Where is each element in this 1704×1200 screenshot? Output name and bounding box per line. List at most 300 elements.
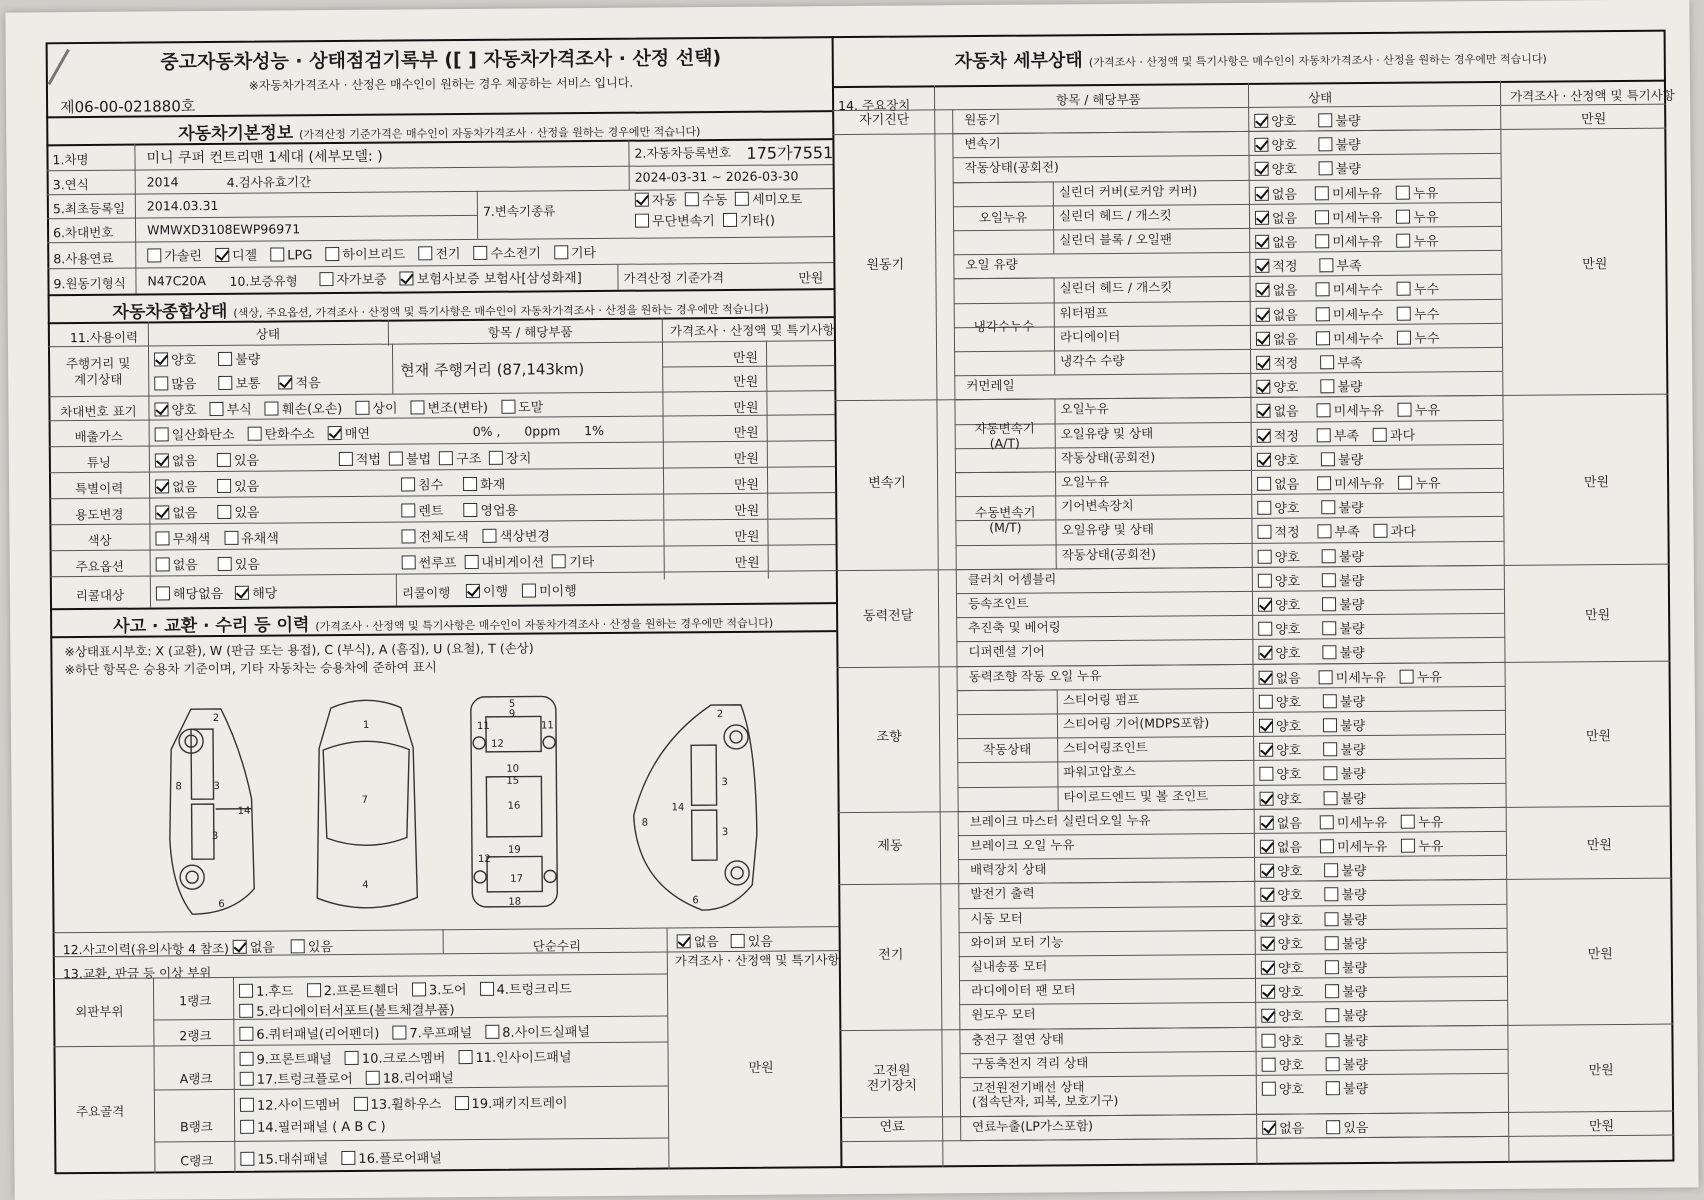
simple-repair-label: 단순수리 [532,938,582,954]
h-main-device: 14. 주요장치 [838,97,911,114]
detail-state [1257,472,1455,493]
detail-item: 충전구 절연 상태 [971,1030,1064,1047]
state-option[interactable]: 미세누수 [1316,328,1383,348]
rankC-label: C랭크 [180,1153,214,1169]
detail-state [1256,303,1454,324]
accident-yes[interactable]: 있음 [291,936,333,955]
detail-state [1256,400,1454,421]
device-group-label: 자기진단 [859,112,910,129]
svg-text:3: 3 [721,776,728,789]
recall-done-label: 리콜이행 [401,585,451,601]
state-option[interactable]: 부족 [1320,352,1362,371]
price-unit: 만원 [1587,947,1613,963]
detail-item: 연료누출(LP가스포함) [972,1117,1094,1134]
state-option[interactable]: 누유 [1400,666,1442,685]
state-option[interactable]: 미세누유 [1317,400,1384,420]
detail-item: 스티어링조인트 [1063,739,1148,756]
state-option[interactable]: 양호 [1260,861,1302,880]
state-option[interactable]: 불량 [1318,134,1360,153]
svg-text:14: 14 [237,805,251,817]
detail-state [1261,933,1389,953]
state-option[interactable]: 불량 [1322,594,1364,613]
detail-item: 기어변속장치 [1061,497,1134,514]
state-option[interactable]: 불량 [1325,1005,1367,1024]
state-option[interactable]: 양호 [1259,788,1301,807]
svg-text:3: 3 [213,780,220,793]
detail-heading: 자동차 세부상태 [954,50,1083,73]
detail-state [1258,545,1386,565]
state-option[interactable]: 적정 [1255,256,1297,275]
state-option[interactable]: 불량 [1320,376,1362,395]
state-option[interactable]: 양호 [1258,546,1300,565]
detail-state [1259,691,1387,711]
detail-state [1255,206,1453,227]
value-reg-no: 175가7551 [746,143,834,163]
svg-text:8: 8 [175,781,182,793]
state-option[interactable]: 불량 [1322,570,1364,589]
svg-text:17: 17 [510,873,523,885]
detail-item: 커먼레일 [966,377,1015,394]
svg-text:9: 9 [508,708,516,720]
rankB-label: B랭크 [180,1119,213,1135]
detail-item: 배력장치 상태 [970,861,1047,878]
price-unit: 만원 [1584,608,1611,624]
state-option[interactable]: 양호 [1262,1054,1304,1073]
inspection-record-sheet: 중고자동차성능 · 상태점검기록부 ([ ] 자동차가격조사 · 산정 선택) ※자동차가격조사 · 산정은 매수인이 원하는 경우 제공하는 서비스 입니다. 제06-00-021880호 자동차기본정보 (가격산정 기준가격은 매수인이 자동차가격조사 · 산정을 원하는 경우에만 적습니다) 1.차명 미니 쿠퍼 컨트리맨 1세대 (세부모델: ) 2.자동차등록번호 175가7551 3.연식 2014 4.검사유효기간 2024-03-31 ~ 2026-03-30 5.최초등록일 2014.03.31 7.변속기종류 자동 수동 세미오토 무단변속기 기타() 6.차대번호 WMWXD3108EWP96971 8.사용연료 가솔린 디젤 LPG 하이브리드 전기 수소전기 기타 9.원동기형식 N47C20A 10.보증유형 자가보증 보험사보증 보험사[삼성화재] 가격산정 기준가격 만원 자동차종합상태 (색상, 주요옵션, 가격조사 · 산정액 및 특기사항은 매수인이 자동차가격조사 · 산정을 원하는 경우에만 적습니다) 11.사용이력 상태 항목 / 해당부품 가격조사 · 산정액 및 특기사항 주행거리 및 계기상태 양호 불량 많음 보통 적음 현재 주행거리 (87,143km) 만원 만원 차대번호 표기 양호 부식 훼손(오손) 상이 변조(변타) 도말 만원 배출가스 일산화탄소 탄화수소 매연 0% , 0ppm 1% 만원 튜닝 없음 있음 적법 불법 구조 장치 만원 특별이력 없음 있음 침수 화재 만원 용도변경 없음 있음 렌트 영업용 만원 색상 무채색 유채색 전체도색 색상변경 만원 주요옵션 없음 있음 썬루프 내비게이션 기타 만원 리콜대상 해당없음 해당 리콜이행 이행 미이행 사고 · 교환 · 수리 등 이력 (가격조사 · 산정액 및 특기사항은 매수인이 자동차가격조사 · 산정을 원하는 경우에만 적습니다) ※상태표시부호: X (교환), W (판금 또는 용접), C (부식), A (흠집), U (요철), T (손상) ※하단 항목은 승용차 기준이며, 기타 자동차는 승용차에 준하여 표시 2 3 3 8 14 6 1 7 4 5 9 10 15 16 19 17 18 11 12 12 11 2 3 3 14 6 8 12.사고이력(유의사항 4 참조) 없음 있음 단순수리 없음 있음 13.교환, 판금 등 이상 부위 가격조사 · 산정액 및 특기사항 외판부위 주요골격 1랭크 1.후드 2.프론트휀더 3.도어 4.트렁크리드 5.라디에이터서포트(볼트체결부품) 2랭크 6.쿼터패널(리어펜더) 7.루프패널 8.사이드실패널 A랭크 9.프론트패널 10.크로스멤버 11.인사이드패널 17.트렁크플로어 18.리어패널 B랭크 12.사이드멤버 13.휠하우스 19.패키지트레이 14.필러패널 ( A B C ) C랭크 15.대쉬패널 16.플로어패널 만원 자동차 세부상태 (가격조사 · 산정액 및 특기사항은 매수인이 자동차가격조사 · 산정을 원하는 경우에만 적습니다) 14. 주요장치 항목 / 해당부품 상태 가격조사 · 산정액 및 특기사항 원동기 양호 불량 변속기 양호 불량 작동상태(공회전) 양호 불량 실린더 커버(로커암 커버) 없음 미세누유 누유 실린더 헤드 / 개스킷 없음 미세누유 누유 실린더 블록 / 오일팬 없음 미세누유 누유 오일 유량 적정 부족 실린더 헤드 / 개스킷 없음 미세누수 누수 워터펌프 없음 미세누수 누수 라디에이터 없음 미세누수 누수 냉각수 수량 적정 부족 커먼레일 양호 불량 오일누유 없음 미세누유 누유 오일유량 및 상태 적정 부족 과다 작동상태(공회전) 양호 불량 오일누유 없음 미세누유 누유 기어변속장치 양호 불량 오일유량 및 상태 적정 부족 과다 작동상태(공회전) 양호 불량 클러치 어셈블리 양호 불량 등속조인트 양호 불량 추진축 및 베어링 양호 불량 디퍼렌셜 기어 양호 불량 동력조향 작동 오일 누유 없음 미세누유 누유 스티어링 펌프 양호 불량 스티어링 기어(MDPS포함) 양호 불량 스티어링조인트 양호 불량 파워고압호스 양호 불량 타이로드엔드 및 볼 조인트 양호 불량 브레이크 마스터 실린더오일 누유 없음 미세누유 누유 브레이크 오일 누유 없음 미세누유 누유 배력장치 상태 양호 불량 발전기 출력 양호 불량 시동 모터 양호 불량 와이퍼 모터 기능 양호 불량 실내송풍 모터 양호 불량 라디에이터 팬 모터 양호 불량 윈도우 모터 양호 불량 충전구 절연 상태 양호 불량 구동축전지 격리 상태 양호 불량 고전원전기배선 상태 (접속단자, 피복, 보호기구) 양호 불량 연료누출(LP가스포함) 없음 있음 자기진단 만원 원동기 만원 변속기 만원 동력전달 만원 조향 만원 제동 만원 전기 만원 고전원 전기장치 만원 연료 만원 오일누유 냉각수누수 자동변속기 (A/T) 수동변속기 (M/T) 작동상태 [5,0,1698,1200]
state-option[interactable]: 불량 [1324,884,1366,903]
detail-state [1254,134,1382,154]
label-vin: 6.차대번호 [53,224,114,241]
state-option[interactable]: 미세누유 [1320,812,1387,832]
svg-text:12: 12 [491,738,504,750]
detail-state [1257,497,1385,517]
state-option[interactable]: 없음 [1255,231,1297,250]
detail-item: 실내송풍 모터 [970,958,1048,975]
sub-group-label: 냉각수누수 [973,318,1035,334]
state-option[interactable]: 불량 [1325,933,1367,952]
accident-heading: 사고 · 교환 · 수리 등 이력 [113,615,310,637]
state-option[interactable]: 불량 [1323,715,1365,734]
detail-rows [5,0,1689,13]
detail-item: 실린더 블록 / 오일팬 [1059,231,1172,248]
detail-state [1255,182,1453,203]
state-option[interactable]: 양호 [1260,909,1302,928]
state-option[interactable]: 양호 [1261,982,1303,1001]
detail-item: 추진축 및 베어링 [968,619,1061,636]
detail-state [1260,860,1388,880]
state-option[interactable]: 누유 [1396,206,1438,225]
svg-text:11: 11 [476,720,490,732]
sub-group-label: 작동상태 [982,741,1032,758]
state-option[interactable]: 불량 [1324,860,1366,879]
symbol-note: ※상태표시부호: X (교환), W (판금 또는 용접), C (부식), A (흠집), U (요철), T (손상) [64,640,534,660]
detail-item: 윈도우 모터 [971,1006,1036,1023]
detail-item: 스티어링 기어(MDPS포함) [1062,715,1210,732]
h-item: 항목 / 해당부품 [487,324,573,340]
state-option[interactable]: 없음 [1256,280,1298,299]
device-group-label: 동력전달 [862,608,914,625]
svg-text:7: 7 [361,794,368,806]
state-option[interactable]: 양호 [1259,691,1301,710]
state-option[interactable]: 양호 [1258,570,1300,589]
row-tuning-label: 튜닝 [86,454,112,471]
row-recall-label: 리콜대상 [75,587,125,604]
basic-heading: 자동차기본정보 [178,123,294,145]
device-group-label: 원동기 [866,257,905,274]
detail-item: 디퍼렌셜 기어 [968,643,1045,660]
detail-state [1256,279,1454,300]
state-option[interactable]: 누유 [1398,400,1440,419]
car-left-side-view [169,709,255,915]
opt-manual[interactable]: 수동 [685,190,727,211]
state-option[interactable]: 없음 [1256,304,1298,323]
accident-none[interactable]: 없음 [233,937,275,956]
detail-item: 시동 모터 [970,910,1023,926]
state-option[interactable]: 양호 [1261,1030,1303,1049]
label-warranty: 10.보증유형 [229,273,298,289]
title-note: ※자동차가격조사 · 산정은 매수인이 원하는 경우 제공하는 서비스 입니다. [248,75,634,93]
state-option[interactable]: 양호 [1261,1006,1303,1025]
warranty-self[interactable]: 자가보증 [319,269,386,289]
state-option[interactable]: 미세누유 [1319,666,1386,686]
detail-item: 작동상태(공회전) [1060,449,1156,466]
state-option[interactable]: 적정 [1257,425,1299,444]
h-detail-item: 항목 / 해당부품 [1056,91,1141,108]
state-option[interactable]: 없음 [1260,812,1302,831]
detail-state [1262,1078,1390,1098]
opt-other[interactable]: 기타() [723,211,775,232]
state-option[interactable]: 양호 [1255,159,1297,178]
state-option[interactable]: 적정 [1256,352,1298,371]
label-car-name: 1.차명 [52,151,89,168]
detail-state [1256,352,1384,372]
fuel-gasoline[interactable]: 가솔린 [147,245,202,264]
detail-state [1262,1117,1390,1137]
state-option[interactable]: 부족 [1318,521,1360,540]
detail-state [1254,110,1382,130]
detail-state [1258,594,1386,614]
state-option[interactable]: 누유 [1396,230,1438,249]
detail-item: 발전기 출력 [970,885,1035,902]
svg-text:1: 1 [362,719,370,731]
detail-item: 클러치 어셈블리 [967,571,1057,587]
state-option[interactable]: 양호 [1254,135,1296,154]
detail-state [1259,666,1457,687]
state-option[interactable]: 양호 [1258,619,1300,638]
mileage-high[interactable]: 많음 [154,373,196,392]
state-option[interactable]: 불량 [1325,957,1367,976]
price-unit: 만원 [1586,838,1613,854]
state-option[interactable]: 미세누유 [1315,182,1382,202]
state-option[interactable]: 양호 [1256,377,1298,396]
h-detail-state: 상태 [1308,90,1333,106]
value-engine: N47C20A [147,273,206,289]
state-option[interactable]: 누유 [1398,472,1440,491]
simple-none[interactable]: 없음 [677,931,719,950]
overall-heading: 자동차종합상태 [112,301,228,323]
rank2-label: 2랭크 [179,1028,212,1044]
parts-label: 13.교환, 판금 등 이상 부위 [62,965,212,982]
state-option[interactable]: 양호 [1261,933,1303,952]
sub-group-label: 자동변속기 (A/T) [974,420,1035,451]
state-option[interactable]: 불량 [1326,1078,1368,1097]
detail-item: 원동기 [964,111,1001,128]
price-unit: 만원 [1582,257,1608,273]
detail-state [1260,908,1388,928]
state-option[interactable]: 불량 [1324,788,1366,807]
label-fuel: 8.사용연료 [53,250,114,267]
row-color-label: 색상 [87,532,112,549]
detail-item: 냉각수 수량 [1060,352,1125,369]
warranty-options [319,267,589,288]
state-option[interactable]: 미세누유 [1315,231,1382,251]
odo-good[interactable]: 양호 [154,349,196,368]
state-option[interactable]: 양호 [1261,957,1303,976]
state-option[interactable]: 없음 [1256,328,1298,347]
warranty-insurer[interactable]: 보험사보증 보험사[삼성화재] [400,267,582,287]
detail-item: 파워고압호스 [1063,764,1136,780]
fuel-diesel[interactable]: 디젤 [215,245,257,264]
state-option[interactable]: 부족 [1317,425,1359,444]
state-option[interactable]: 불량 [1318,110,1360,129]
state-option[interactable]: 불량 [1319,158,1361,177]
odo-bad[interactable]: 불량 [218,349,260,368]
state-option[interactable]: 양호 [1259,715,1301,734]
state-option[interactable]: 양호 [1257,449,1299,468]
outer-panel-label: 외판부위 [75,1003,124,1020]
state-option[interactable]: 불량 [1326,1030,1368,1049]
detail-state [1261,1029,1389,1049]
mileage-low[interactable]: 적음 [278,372,320,391]
fuel-electric[interactable]: 전기 [418,243,460,262]
state-option[interactable]: 누유 [1401,811,1443,830]
row-vin-mark-label: 차대번호 표기 [60,403,137,420]
value-car-name: 미니 쿠퍼 컨트리맨 1세대 (세부모델: ) [146,148,383,167]
svg-text:6: 6 [218,898,225,910]
detail-item: 실린더 헤드 / 개스킷 [1059,279,1173,296]
detail-item: 등속조인트 [967,595,1029,612]
sub-group-label: 오일누유 [978,209,1028,225]
state-option[interactable]: 미세누수 [1316,279,1383,299]
h-detail-price: 가격조사 · 산정액 및 특기사항 [1510,87,1675,104]
detail-state [1259,787,1387,807]
overall-heading-note: (색상, 주요옵션, 가격조사 · 산정액 및 특기사항은 매수인이 자동차가격조사 · 산정을 원하는 경우에만 적습니다) [233,302,769,320]
state-option[interactable]: 양호 [1258,594,1300,613]
device-group-label: 전기 [878,947,904,963]
value-first-reg: 2014.03.31 [146,197,219,214]
detail-state [1260,835,1458,856]
state-option[interactable]: 불량 [1321,497,1363,516]
state-option[interactable]: 있음 [1326,1117,1368,1136]
svg-text:12: 12 [477,853,491,865]
state-option[interactable]: 불량 [1321,449,1363,468]
detail-state [1261,981,1389,1001]
state-option[interactable]: 없음 [1257,473,1299,492]
svg-text:6: 6 [692,895,699,907]
parts-price-header: 가격조사 · 산정액 및 특기사항 [674,952,840,969]
svg-text:11: 11 [540,720,554,732]
rank1-label: 1랭크 [179,993,212,1009]
mileage-normal[interactable]: 보통 [218,373,260,392]
detail-state [1255,230,1453,251]
state-option[interactable]: 없음 [1255,207,1297,226]
label-base-price: 가격산정 기준가격 [623,269,725,286]
price-unit: 만원 [1581,112,1607,128]
detail-state [1261,1005,1389,1025]
fuel-lpg[interactable]: LPG [270,247,312,263]
state-option[interactable]: 없음 [1260,836,1302,855]
fuel-hybrid[interactable]: 하이브리드 [325,243,405,263]
state-option[interactable]: 미세누유 [1317,473,1384,493]
label-transmission: 7.변속기종류 [482,203,556,219]
state-option[interactable]: 불량 [1322,618,1364,637]
document-number: 제06-00-021880호 [60,97,196,117]
h-price: 가격조사 · 산정액 및 특기사항 [669,322,835,339]
detail-item: 타이로드엔드 및 볼 조인트 [1063,787,1209,804]
detail-heading-note: (가격조사 · 산정액 및 특기사항은 매수인이 자동차가격조사 · 산정을 원하는 경우에만 적습니다) [1088,52,1547,70]
detail-state [1261,957,1389,977]
state-option[interactable]: 부족 [1319,255,1361,274]
detail-state [1256,327,1454,348]
detail-state [1258,642,1386,662]
svg-text:3: 3 [721,826,729,839]
detail-state [1262,1054,1390,1074]
device-group-label: 연료 [879,1119,905,1135]
row-options-label: 주요옵션 [75,558,124,575]
detail-item: 동력조향 작동 오일 누유 [968,667,1102,684]
state-option[interactable]: 없음 [1255,183,1297,202]
detail-item: 고전원전기배선 상태 (접속단자, 피복, 보호기구) [971,1079,1119,1110]
detail-state [1255,158,1383,178]
state-option[interactable]: 불량 [1323,763,1365,782]
sub-group-label: 수동변속기 (M/T) [975,504,1036,536]
value-validity: 2024-03-31 ~ 2026-03-30 [634,168,799,185]
detail-item: 워터펌프 [1059,304,1109,320]
detail-item: 스티어링 펌프 [1062,691,1140,708]
svg-text:14: 14 [671,802,685,814]
state-option[interactable]: 누유 [1401,835,1443,854]
state-option[interactable]: 미세누유 [1315,207,1382,227]
detail-state [1256,376,1384,396]
state-option[interactable]: 없음 [1259,667,1301,686]
current-mileage: 현재 주행거리 (87,143km) [400,360,585,380]
detail-state [1259,739,1387,759]
state-option[interactable]: 양호 [1259,764,1301,783]
opt-cvt[interactable]: 무단변속기 [635,211,715,233]
svg-text:2: 2 [716,709,724,721]
fuel-other[interactable]: 기타 [554,242,596,261]
base-price-unit: 만원 [798,271,824,287]
state-option[interactable]: 불량 [1322,546,1364,565]
state-option[interactable]: 양호 [1257,498,1299,517]
detail-item: 변속기 [964,136,1001,152]
detail-item: 라디에이터 팬 모터 [971,982,1076,999]
state-option[interactable]: 불량 [1322,642,1364,661]
svg-text:4: 4 [362,879,369,891]
state-option[interactable]: 양호 [1259,740,1301,759]
accident-heading-note: (가격조사 · 산정액 및 특기사항은 매수인이 자동차가격조사 · 산정을 원하는 경우에만 적습니다) [315,616,774,634]
detail-item: 브레이크 오일 누유 [969,837,1075,854]
state-option[interactable]: 불량 [1323,691,1365,710]
left-title: 중고자동차성능 · 상태점검기록부 ([ ] 자동차가격조사 · 산정 선택) [160,47,722,74]
device-group-label: 제동 [877,838,903,854]
svg-text:18: 18 [508,896,522,908]
row-special-label: 특별이력 [74,480,124,497]
state-option[interactable]: 양호 [1260,885,1302,904]
state-option[interactable]: 양호 [1254,110,1296,129]
detail-state [1257,521,1430,541]
opt-semi[interactable]: 세미오토 [735,189,802,211]
state-option[interactable]: 누수 [1397,303,1439,322]
detail-item: 브레이크 마스터 실린더오일 누유 [969,812,1151,829]
detail-item: 작동상태(공회전) [1061,546,1156,562]
accident-history-label: 12.사고이력(유의사항 4 참조) [62,940,230,958]
passenger-car-note: ※하단 항목은 승용차 기준이며, 기타 자동차는 승용차에 준하여 표시 [64,659,437,678]
state-option[interactable]: 과다 [1373,424,1415,443]
emission-values: 0% , 0ppm 1% [472,422,605,439]
state-option[interactable]: 누유 [1396,182,1438,201]
fuel-options [147,242,604,265]
state-option[interactable]: 누수 [1397,327,1439,346]
rankA-label: A랭크 [179,1071,213,1087]
detail-item: 오일누유 [1060,401,1109,417]
detail-state [1260,884,1388,904]
detail-state [1259,763,1387,783]
state-option[interactable]: 미세누유 [1320,836,1387,856]
fuel-hydrogen[interactable]: 수소전기 [474,242,541,262]
row-usage-label: 용도변경 [75,506,124,523]
state-option[interactable]: 누수 [1397,279,1439,298]
value-vin: WMWXD3108EWP96971 [147,221,301,238]
state-option[interactable]: 과다 [1374,521,1416,540]
svg-text:2: 2 [212,712,220,725]
detail-item: 작동상태(공회전) [964,159,1059,176]
svg-text:16: 16 [507,800,521,812]
detail-state [1255,255,1383,275]
state-option[interactable]: 없음 [1262,1117,1304,1136]
opt-auto[interactable]: 자동 [635,190,677,211]
state-option[interactable]: 적정 [1257,522,1299,541]
label-year: 3.연식 [52,176,89,193]
svg-text:10: 10 [506,763,520,775]
car-damage-diagram [151,685,773,920]
detail-item: 실린더 헤드 / 개스킷 [1058,207,1172,224]
state-option[interactable]: 불량 [1325,981,1367,1000]
state-option[interactable]: 불량 [1326,1054,1368,1073]
state-option[interactable]: 미세누수 [1316,303,1383,323]
state-option[interactable]: 양호 [1258,643,1300,662]
detail-state [1258,618,1386,638]
h-use-history: 11.사용이력 [69,329,139,346]
detail-state [1260,811,1458,832]
detail-state [1257,424,1430,444]
detail-item: 와이퍼 모터 기능 [970,934,1064,950]
device-group-label: 변속기 [868,475,906,491]
label-validity: 4.검사유효기간 [226,174,312,190]
state-option[interactable]: 불량 [1323,739,1365,758]
state-option[interactable]: 양호 [1262,1078,1304,1097]
svg-text:3: 3 [211,830,219,843]
simple-yes[interactable]: 있음 [731,931,773,950]
detail-item: 오일 유량 [965,256,1018,273]
device-group-label: 조향 [876,729,902,745]
svg-text:15: 15 [506,775,520,787]
detail-state [1259,715,1387,735]
state-option[interactable]: 불량 [1325,909,1367,928]
detail-state [1258,570,1386,590]
state-option[interactable]: 없음 [1256,401,1298,420]
label-first-reg: 5.최초등록일 [52,200,126,217]
